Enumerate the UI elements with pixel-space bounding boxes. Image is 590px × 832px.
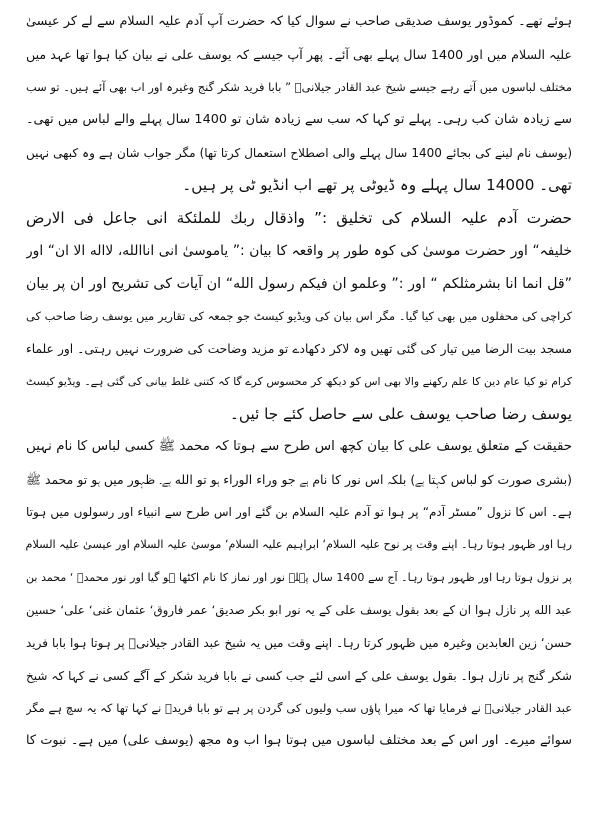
text-line: حسن‘ زین العابدین وغیرہ میں ظہور کرتا رہا۔ اپنے وقت میں یہ شیخ عبد القادر جیلانیؒ پر ہوتا ہوا بابا فرید	[26, 636, 572, 651]
text-line: مختلف لباسوں میں آتے رہے جیسے شیخ عبد القادر جیلانیؒ ” بابا فرید شکر گنج وغیرہ اور اب بھی آئے ہیں۔ تو سب	[26, 80, 572, 95]
text-line: مسجد بیت الرضا میں تیار کی گئی تھیں وہ لاکر دکھادے تو مزید وضاحت کی ضرورت نہیں رہتی۔ اور علماء	[26, 341, 572, 356]
text-line: ہوئے تھے۔ کموڈور یوسف صدیقی صاحب نے سوال کیا کہ حضرت آپ آدم علیہ السلام سے لے کر عیسیٰ	[26, 14, 572, 29]
paragraph-adam-creation	[26, 202, 572, 431]
text-line: پر نزول ہوتا رہا اور ظہور ہوتا رہا۔ آج سے 1400 سال پہلے نور اور نماز کا نام اکٹھا ہو گیا اور نور محمدؐ ‘ محمد بن	[26, 570, 572, 584]
text-line: کراچی کی محفلوں میں بھی کیا گیا۔ مگر اس بیان کی ویڈیو کیسٹ جو جمعہ کی تقاریر میں یوسف رضا صاحب کی	[26, 309, 572, 324]
text-line: خلیفہ“ اور حضرت موسیٰ کی کوہ طور پر واقعہ کا بیان :” یاموسیٰ انی اناالله، لااله الا ان“ اور	[26, 242, 572, 259]
text-line: حضرت آدم علیہ السلام کی تخلیق :” واذقال ربك للملئكة انی جاعل فی الارض	[26, 209, 572, 228]
text-line: کرام تو کیا عام دین کا علم رکھنے والا بھی اس کو دیکھ کر محسوس کرے گا کہ کتنی غلط بیانی کی گئی ہے۔ ویڈیو کیسٹ	[26, 374, 572, 388]
text-line: علیہ السلام میں اور 1400 سال پہلے بھی آئے۔ پھر آپ جیسے کہ یوسف علی نے بیان کیا ہوا تھا عہد میں	[26, 46, 572, 62]
text-line: عبد القادر جیلانیؒ نے فرمایا تھا کہ میرا پاؤں سب ولیوں کی گردن پر ہے تو بابا فریدؒ نے کہا تھا کہ یہ سچ ہے مگر	[26, 701, 572, 716]
text-line: ”قل انما انا بشرمثلکم “ اور :” وعلمو ان فیکم رسول الله“ ان آیات کی تشریح اور ان پر بیان	[26, 275, 572, 292]
text-line: (بشری صورت کو لباس کہتا ہے) بلکہ اس نور کا نام ہے جو وراء الوراء ہو تو الله ہے۔ ظہور میں ہو تو محمد ﷺ	[26, 471, 572, 487]
text-line: عبد الله پر نازل ہوا ان کے بعد بقول یوسف علی کے یہ نور ابو بکر صدیق‘ عمر فاروق‘ عثمان غنی‘ علی‘ حسین	[26, 603, 572, 618]
text-line: رہا اور ظہور ہوتا رہا۔ اپنے وقت پر نوح علیہ السلام‘ ابراہیم علیہ السلام‘ موسیٰ علیہ السلام اور عیسیٰ علیہ السلام	[26, 538, 572, 551]
paragraph-modor-question	[26, 6, 572, 202]
text-line: سوائے میرے۔ اور اس کے بعد مختلف لباسوں میں ہوتا ہوا اب وہ مجھ (یوسف علی) میں ہے۔ نبوت کا	[26, 733, 572, 749]
text-line: ہے۔ اس کا نزول ”مسٹر آدم“ پر ہوا تو آدم علیہ السلام بن گئے اور اس طرح سے انبیاء اور رسولوں میں ہوتا	[26, 505, 572, 520]
text-line: سے زیادہ شان کب رہی۔ پہلے تو کہا کہ سب سے زیادہ شان تو 1400 سال پہلے والے لباس میں تھی۔	[26, 112, 572, 128]
paragraph-reality-statement	[26, 431, 572, 758]
text-line: شکر گنج پر نازل ہوا۔ بقول یوسف علی کے اسی لئے جب کسی نے بابا فرید شکر کے آگے کسی نے کہا کہ شیخ	[26, 668, 572, 683]
text-line: تھی۔ 14000 سال پہلے وہ ڈیوٹی پر تھے اب انڈیو ٹی پر ہیں۔	[182, 176, 572, 195]
text-line: (یوسف نام لینے کی بجائے 1400 سال پہلے والی اصطلاح استعمال کرتا تھا) مگر جواب شان ہے وہ کبھی نہیں	[26, 145, 572, 160]
text-line: حقیقت کے متعلق یوسف علی کا بیان کچھ اس طرح سے ہوتا کہ محمد ﷺ کسی لباس کا نام نہیں	[26, 438, 572, 454]
text-line: یوسف رضا صاحب یوسف علی سے حاصل کئے جا ئیں۔	[230, 405, 572, 424]
